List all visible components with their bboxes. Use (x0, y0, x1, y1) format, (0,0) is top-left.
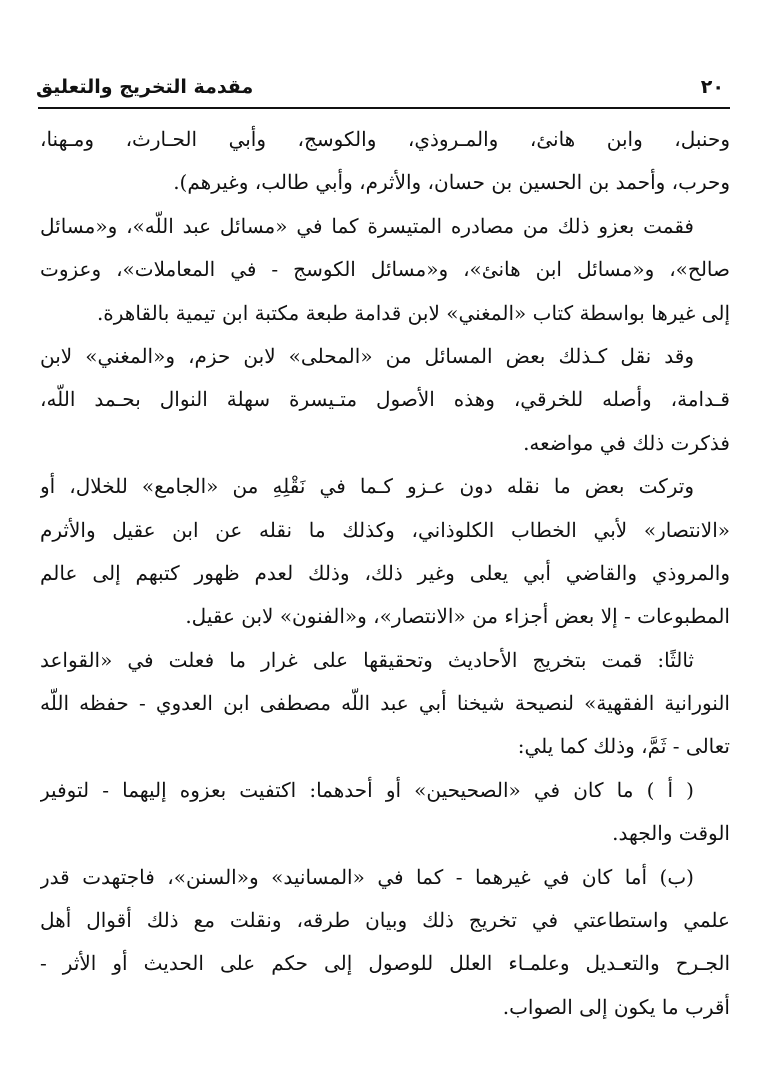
text-line: وحرب، وأحمد بن الحسين بن حسان، والأثرم، وأبي طالب، وغيرهم). (173, 170, 730, 195)
text-line: قـدامة، وأصله للخرقي، وهذه الأصول متـيسرة سهلة النوال بحـمد اللّه، (40, 387, 730, 412)
page-header (36, 70, 728, 106)
page-number: ٢٠ (700, 76, 724, 98)
text-line: والمروذي والقاضي أبي يعلى وغير ذلك، وذلك لعدم ظهور كتبهم إلى عالم (40, 560, 730, 585)
text-line: تعالى - ثَمَّ، وذلك كما يلي: (517, 734, 730, 759)
text-line: علمي واستطاعتي في تخريج ذلك وبيان طرقه، ونقلت مع ذلك أقوال أهل (40, 908, 730, 933)
text-line: الوقت والجهد. (612, 821, 730, 846)
text-line: فقمت بعزو ذلك من مصادره المتيسرة كما في «مسائل عبد اللّه»، و«مسائل (40, 213, 694, 238)
body-text (40, 118, 730, 1029)
text-line: المطبوعات - إلا بعض أجزاء من «الانتصار»، و«الفنون» لابن عقيل. (185, 604, 730, 629)
text-line: الجـرح والتعـديل وعلمـاء العلل للوصول إلى حكم على الحديث أو الأثر - (40, 951, 730, 976)
text-line: (ب) أما كان في غيرهما - كما في «المسانيد» و«السنن»، فاجتهدت قدر (40, 864, 694, 889)
text-line: وحنبل، وابن هانئ، والمـروذي، والكوسج، وأبي الحـارث، ومـهنا، (40, 127, 730, 151)
text-line: النورانية الفقهية» لنصيحة شيخنا أبي عبد اللّه مصطفى ابن العدوي - حفظه اللّه (40, 691, 730, 716)
text-line: وقد نقل كـذلك بعض المسائل من «المحلى» لابن حزم، و«المغني» لابن (40, 343, 694, 368)
text-line: «الانتصار» لأبي الخطاب الكلوذاني، وكذلك ما نقله عن ابن عقيل والأثرم (40, 517, 730, 542)
running-title: مقدمة التخريج والتعليق (36, 76, 254, 98)
text-line: أقرب ما يكون إلى الصواب. (502, 994, 730, 1019)
text-line: صالح»، و«مسائل ابن هانئ»، و«مسائل الكوسج - في المعاملات»، وعزوت (40, 257, 730, 282)
text-line: إلى غيرها بواسطة كتاب «المغني» لابن قدامة طبعة مكتبة ابن تيمية بالقاهرة. (96, 300, 730, 325)
text-line: وتركت بعض ما نقله دون عـزو كـما في نَقْلِهِ من «الجامع» للخلال، أو (40, 474, 694, 499)
text-line: ( أ ) ما كان في «الصحيحين» أو أحدهما: اكتفيت بعزوه إليهما - لتوفير (40, 777, 694, 802)
text-line: ثالثًا: قمت بتخريج الأحاديث وتحقيقها على غرار ما فعلت في «القواعد (40, 647, 694, 672)
header-rule (38, 107, 730, 109)
text-line: فذكرت ذلك في مواضعه. (523, 430, 730, 455)
